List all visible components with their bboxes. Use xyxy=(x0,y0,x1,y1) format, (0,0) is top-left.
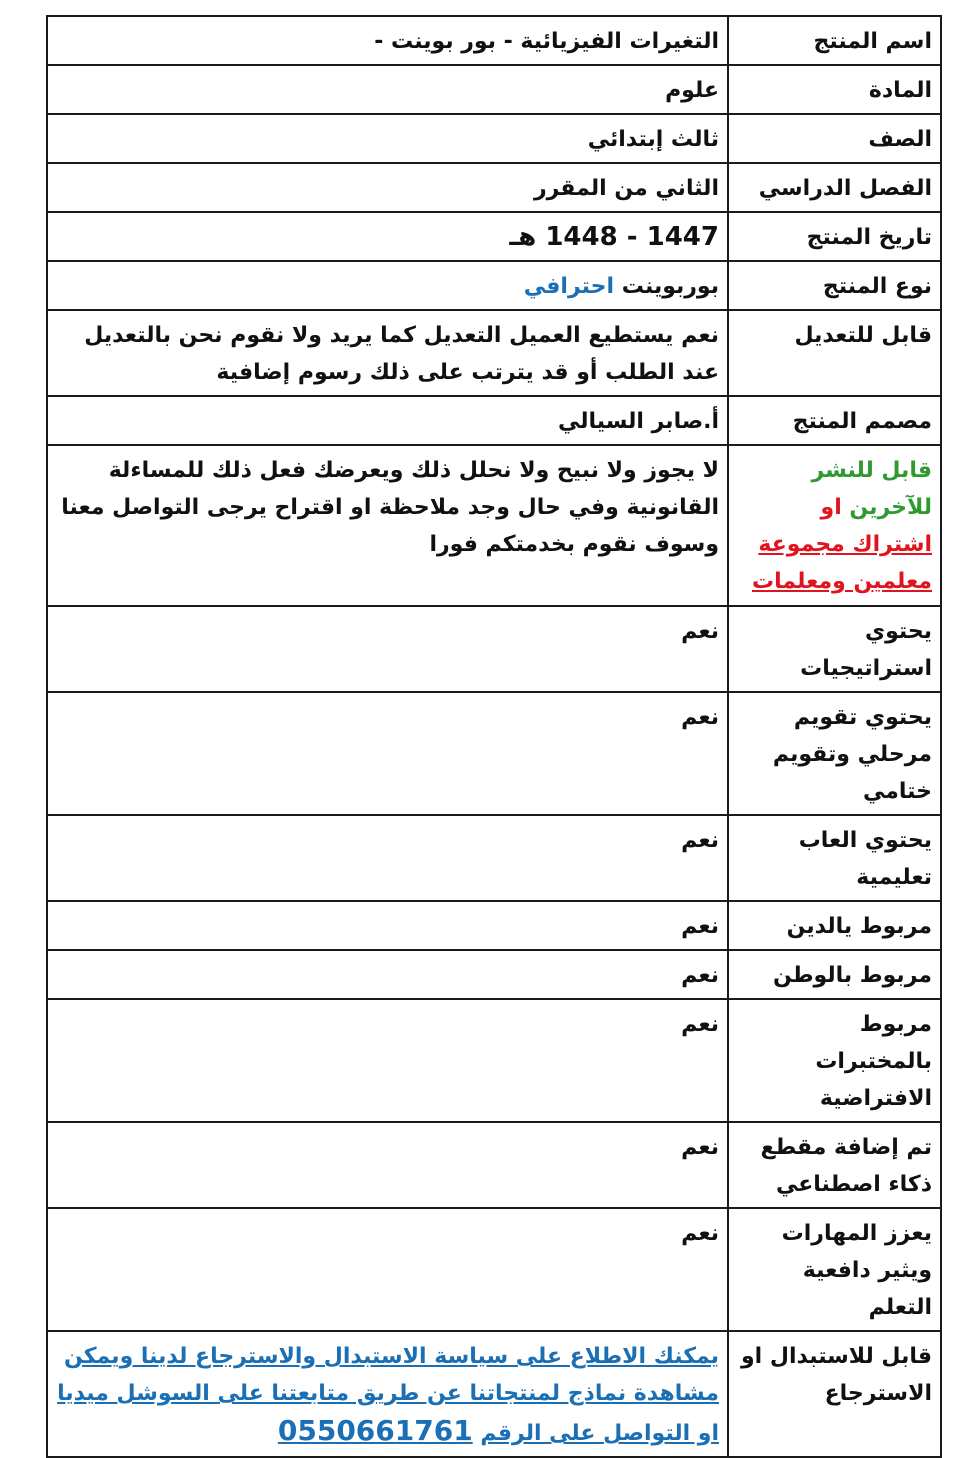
table-row xyxy=(47,261,941,310)
value-semester: الثاني من المقرر xyxy=(47,163,728,212)
table-row xyxy=(47,310,941,396)
table-row xyxy=(47,114,941,163)
table-row xyxy=(47,396,941,445)
value-grade: ثالث إبتدائي xyxy=(47,114,728,163)
table-row xyxy=(47,16,941,65)
value-designer: أ.صابر السيالي xyxy=(47,396,728,445)
publish-label-4: اشتراك مجموعة معلمين ومعلمات xyxy=(751,532,932,594)
value-date: 1447 - 1448 هـ xyxy=(47,212,728,261)
label-designer: مصمم المنتج xyxy=(728,396,941,445)
value-nation: نعم xyxy=(47,950,728,999)
value-games: نعم xyxy=(47,815,728,901)
table-row xyxy=(47,1331,941,1457)
table-row xyxy=(47,1122,941,1208)
label-strategies: يحتوي استراتيجيات xyxy=(728,606,941,692)
table-row xyxy=(47,445,941,606)
value-product-type xyxy=(47,261,728,310)
label-product-name: اسم المنتج xyxy=(728,16,941,65)
label-religion: مربوط يالدين xyxy=(728,901,941,950)
table-row xyxy=(47,815,941,901)
label-date: تاريخ المنتج xyxy=(728,212,941,261)
table-row xyxy=(47,1208,941,1331)
table-row xyxy=(47,606,941,692)
table-row xyxy=(47,692,941,815)
label-assessment: يحتوي تقويم مرحلي وتقويم ختامي xyxy=(728,692,941,815)
product-type-main: بوربوينت xyxy=(621,274,719,299)
label-semester: الفصل الدراسي xyxy=(728,163,941,212)
value-strategies: نعم xyxy=(47,606,728,692)
value-subject: علوم xyxy=(47,65,728,114)
label-publish xyxy=(728,445,941,606)
publish-label-3: او xyxy=(820,495,842,520)
value-publish: لا يجوز ولا نبيح ولا نحلل ذلك ويعرضك فعل ذلك للمساءلة القانونية وفي حال وجد ملاحظة او اقتراح يرجى التواصل معنا وسوف نقوم بخدمتكم فورا xyxy=(47,445,728,606)
product-type-accent: احترافي xyxy=(523,274,615,299)
table-row xyxy=(47,999,941,1122)
label-games: يحتوي العاب تعليمية xyxy=(728,815,941,901)
label-skills: يعزز المهارات ويثير دافعية التعلم xyxy=(728,1208,941,1331)
table-row xyxy=(47,950,941,999)
value-skills: نعم xyxy=(47,1208,728,1331)
label-labs: مربوط بالمختبرات الافتراضية xyxy=(728,999,941,1122)
value-ai: نعم xyxy=(47,1122,728,1208)
table-row xyxy=(47,212,941,261)
exchange-policy-text[interactable]: يمكنك الاطلاع على سياسة الاستبدال والاسترجاع لدينا ويمكن مشاهدة نماذج لمنتجاتنا عن طريق متابعتنا على السوشل ميديا او التواصل على الرقم xyxy=(57,1344,719,1446)
table-row xyxy=(47,901,941,950)
value-labs: نعم xyxy=(47,999,728,1122)
table-row xyxy=(47,163,941,212)
contact-phone-link[interactable]: 0550661761 xyxy=(277,1414,473,1447)
publish-label-2: للآخرين xyxy=(849,495,932,520)
product-info-table xyxy=(46,15,942,1458)
label-product-type: نوع المنتج xyxy=(728,261,941,310)
value-assessment: نعم xyxy=(47,692,728,815)
label-subject: المادة xyxy=(728,65,941,114)
table-row xyxy=(47,65,941,114)
value-religion: نعم xyxy=(47,901,728,950)
label-editable: قابل للتعديل xyxy=(728,310,941,396)
value-exchange xyxy=(47,1331,728,1457)
value-product-name: التغيرات الفيزيائية - بور بوينت - xyxy=(47,16,728,65)
label-exchange: قابل للاستبدال او الاسترجاع xyxy=(728,1331,941,1457)
label-ai: تم إضافة مقطع ذكاء اصطناعي xyxy=(728,1122,941,1208)
value-editable: نعم يستطيع العميل التعديل كما يريد ولا نقوم نحن بالتعديل عند الطلب أو قد يترتب على ذلك رسوم إضافية xyxy=(47,310,728,396)
label-grade: الصف xyxy=(728,114,941,163)
publish-label-1: قابل للنشر xyxy=(811,458,932,483)
label-nation: مربوط بالوطن xyxy=(728,950,941,999)
